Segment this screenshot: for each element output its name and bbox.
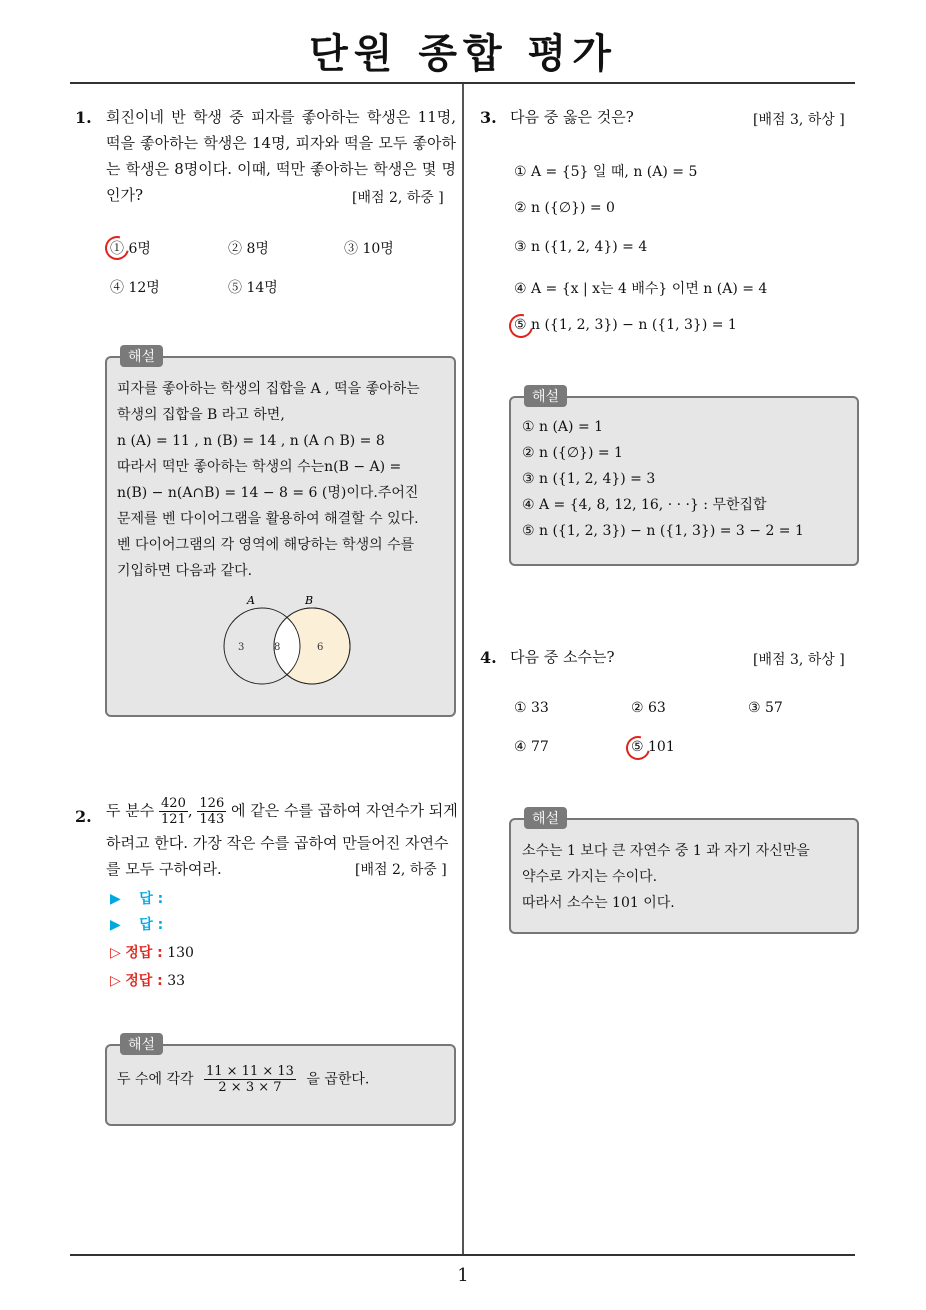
q1-choice-5[interactable]: ⑤ 14명 [228, 280, 278, 296]
play-outline-icon: ▷ [110, 945, 121, 961]
q3-choice-4[interactable]: ④ A = {x | x는 4 배수} 이면 n (A) = 4 [514, 281, 768, 297]
q3-choice-3[interactable]: ③ n ({1, 2, 4}) = 4 [514, 239, 648, 255]
correct-label: 정답 : [125, 973, 163, 989]
q4-expl-line: 약수로 가지는 수이다. [522, 869, 658, 885]
correct-value-1: 130 [167, 945, 194, 961]
answer-label: 답 : [139, 917, 164, 933]
q1-expl-line: 피자를 좋아하는 학생의 집합을 A , 떡을 좋아하는 [117, 381, 420, 397]
q1-explanation-tag: 해설 [120, 345, 163, 367]
frac1-denominator: 121 [161, 812, 186, 827]
q4-choice-1[interactable]: ① 33 [514, 700, 549, 716]
q4-choice-4[interactable]: ④ 77 [514, 739, 549, 755]
correct-value-2: 33 [167, 973, 186, 989]
q2-correct-row-2 [110, 970, 185, 990]
venn-diagram [195, 590, 365, 695]
page-number: 1 [457, 1265, 469, 1286]
q3-text: 다음 중 옳은 것은? [510, 108, 634, 126]
expl-denominator: 2 × 3 × 7 [218, 1080, 282, 1095]
q2-text-line1: 두 분수 $\frac{420}{121}$ , $\frac{126}{143}$ 에 같은 수를 곱하여 자연수가 되게 [106, 796, 458, 827]
venn-label-a: A [247, 594, 255, 607]
q3-expl-line: ④ A = {4, 8, 12, 16, · · ·} : 무한집합 [522, 497, 767, 513]
q2-expl-pre: 두 수에 각각 [117, 1071, 194, 1088]
q1-number: 1. [75, 108, 92, 127]
q1-expl-line: 학생의 집합을 B 라고 하면, [117, 407, 285, 423]
venn-only-b: 6 [317, 642, 324, 653]
q2-fraction-2 [197, 796, 226, 827]
q1-expl-line: 따라서 떡만 좋아하는 학생의 수는n(B − A) = [117, 459, 402, 475]
q3-expl-line: ① n (A) = 1 [522, 419, 604, 435]
q3-expl-line: ③ n ({1, 2, 4}) = 3 [522, 471, 656, 487]
q3-choice-1[interactable]: ① A = {5} 일 때, n (A) = 5 [514, 164, 698, 180]
q4-number: 4. [480, 648, 497, 667]
q1-expl-line: 벤 다이어그램의 각 영역에 해당하는 학생의 수를 [117, 537, 415, 553]
frac2-numerator: 126 [199, 796, 225, 811]
q3-expl-line: ⑤ n ({1, 2, 3}) − n ({1, 3}) = 3 − 2 = 1 [522, 523, 804, 539]
q1-text: 희진이네 반 학생 중 피자를 좋아하는 학생은 11명, 떡을 좋아하는 학생은 14명, 피자와 떡을 모두 좋아하는 학생은 8명이다. 이때, 떡만 좋아하는 학생은 몇 명인가? [106, 108, 456, 204]
q3-score: [배점 3, 하상 ] [753, 112, 845, 128]
q3-choice-5[interactable]: ⑤ n ({1, 2, 3}) − n ({1, 3}) = 1 [514, 317, 737, 333]
q2-explanation-text [117, 1064, 369, 1095]
q1-choice-4[interactable]: ④ 12명 [110, 280, 160, 296]
q1-expl-line: n(B) − n(A∩B) = 14 − 8 = 6 (명)이다.주어진 [117, 485, 419, 501]
q4-expl-line: 따라서 소수는 101 이다. [522, 895, 675, 911]
q1-score: [배점 2, 하중 ] [352, 190, 444, 206]
q2-expl-post: 을 곱한다. [306, 1071, 370, 1088]
q2-explanation-tag: 해설 [120, 1033, 163, 1055]
q2-correct-row-1 [110, 942, 194, 962]
venn-intersection: 8 [274, 642, 281, 653]
q2-text-pre: 두 분수 [106, 801, 155, 820]
q2-number: 2. [75, 807, 92, 826]
q3-expl-line: ② n ({∅}) = 1 [522, 445, 623, 461]
q4-expl-line: 소수는 1 보다 큰 자연수 중 1 과 자기 자신만을 [522, 843, 810, 859]
correct-label: 정답 : [125, 945, 163, 961]
venn-label-b: B [305, 594, 314, 607]
q2-score: [배점 2, 하중 ] [355, 862, 447, 878]
q1-choice-2[interactable]: ② 8명 [228, 241, 269, 257]
play-icon: ▶ [110, 891, 121, 907]
column-divider [462, 84, 464, 1256]
q4-choice-5[interactable]: ⑤ 101 [631, 739, 675, 755]
frac2-denominator: 143 [199, 812, 225, 827]
q3-choice-2[interactable]: ② n ({∅}) = 0 [514, 200, 615, 216]
q3-explanation-tag: 해설 [524, 385, 567, 407]
q1-expl-line: 기입하면 다음과 같다. [117, 563, 253, 579]
q2-answer-row-2 [110, 914, 163, 934]
q1-choice-3[interactable]: ③ 10명 [344, 241, 394, 257]
play-icon: ▶ [110, 917, 121, 933]
q2-text-line3: 를 모두 구하여라. [106, 860, 222, 878]
q3-number: 3. [480, 108, 497, 127]
q1-expl-line: 문제를 벤 다이어그램을 활용하여 해결할 수 있다. [117, 511, 419, 527]
q4-choice-2[interactable]: ② 63 [631, 700, 666, 716]
q1-expl-line: n (A) = 11 , n (B) = 14 , n (A ∩ B) = 8 [117, 433, 385, 449]
q4-choice-3[interactable]: ③ 57 [748, 700, 783, 716]
expl-numerator: 11 × 11 × 13 [205, 1064, 294, 1079]
q2-fraction-1 [159, 796, 188, 827]
q4-text: 다음 중 소수는? [510, 648, 615, 666]
q2-text-post: 에 같은 수를 곱하여 자연수가 되게 [231, 801, 458, 820]
q2-text-line2: 하려고 한다. 가장 작은 수를 곱하여 만들어진 자연수 [106, 834, 449, 852]
venn-only-a: 3 [238, 642, 245, 653]
q1-choice-1[interactable]: ① 6명 [110, 241, 151, 257]
bottom-divider [70, 1254, 855, 1256]
q2-expl-fraction [204, 1064, 296, 1095]
q4-explanation-tag: 해설 [524, 807, 567, 829]
page-title: 단원 종합 평가 [309, 31, 617, 77]
play-outline-icon: ▷ [110, 973, 121, 989]
q2-answer-row-1 [110, 888, 163, 908]
answer-label: 답 : [139, 891, 164, 907]
q4-score: [배점 3, 하상 ] [753, 652, 845, 668]
frac1-numerator: 420 [161, 796, 186, 811]
